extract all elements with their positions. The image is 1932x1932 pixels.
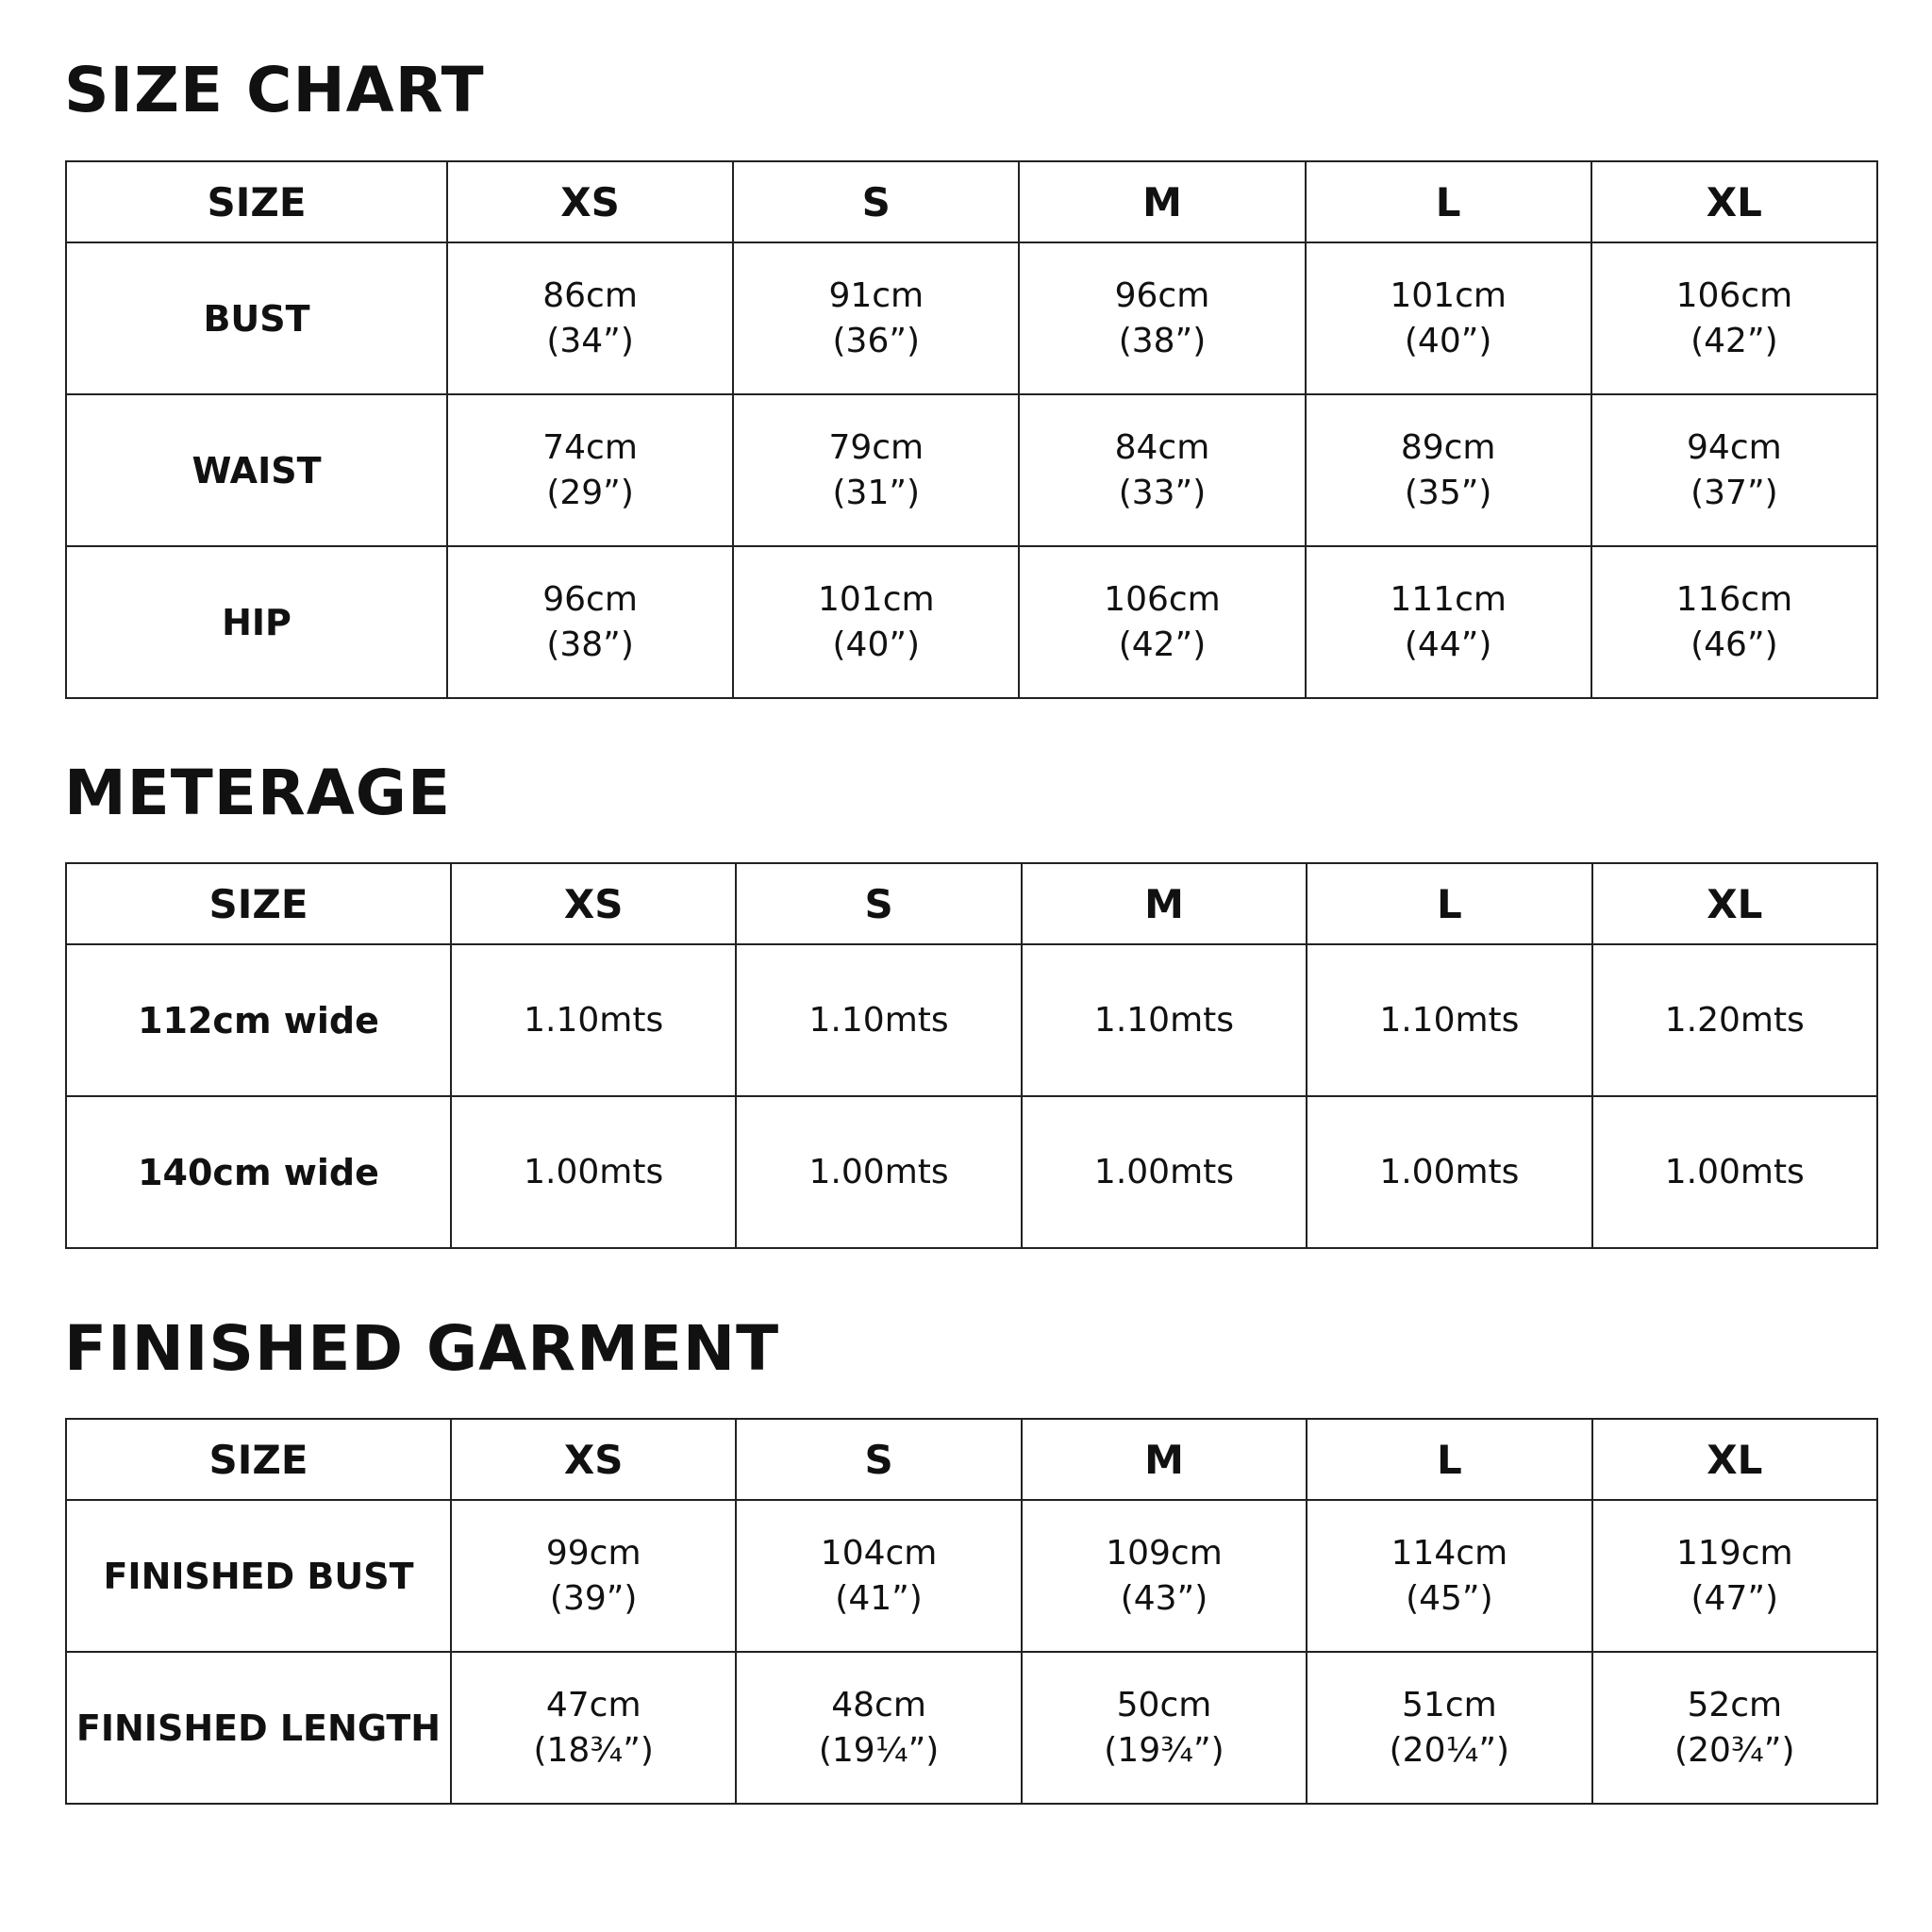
table-row xyxy=(66,1500,1877,1652)
header-cell: SIZE xyxy=(66,863,451,944)
table-row xyxy=(66,944,1877,1096)
table-cell: 1.10mts xyxy=(736,944,1021,1096)
header-cell: L xyxy=(1307,1419,1591,1500)
row-label: FINISHED LENGTH xyxy=(66,1652,451,1804)
table-cell: 1.00mts xyxy=(736,1096,1021,1248)
header-cell: XL xyxy=(1592,1419,1877,1500)
meterage-table xyxy=(65,862,1878,1249)
table-cell: 106cm (42”) xyxy=(1591,242,1877,394)
header-cell: L xyxy=(1307,863,1591,944)
table-cell: 101cm (40”) xyxy=(1306,242,1591,394)
row-label: 112cm wide xyxy=(66,944,451,1096)
table-row xyxy=(66,242,1877,394)
header-cell: XL xyxy=(1592,863,1877,944)
finished-garment-table xyxy=(65,1418,1878,1805)
table-cell: 119cm (47”) xyxy=(1592,1500,1877,1652)
table-row xyxy=(66,1652,1877,1804)
table-cell: 114cm (45”) xyxy=(1307,1500,1591,1652)
header-cell: S xyxy=(733,161,1019,242)
meterage-header-row xyxy=(66,863,1877,944)
table-cell: 99cm (39”) xyxy=(451,1500,736,1652)
header-cell: XS xyxy=(451,863,736,944)
header-cell: XL xyxy=(1591,161,1877,242)
table-cell: 1.10mts xyxy=(451,944,736,1096)
row-label: BUST xyxy=(66,242,447,394)
row-label: FINISHED BUST xyxy=(66,1500,451,1652)
table-cell: 94cm (37”) xyxy=(1591,394,1877,546)
table-cell: 51cm (20¼”) xyxy=(1307,1652,1591,1804)
table-cell: 96cm (38”) xyxy=(447,546,733,698)
size-chart-header-row xyxy=(66,161,1877,242)
table-cell: 89cm (35”) xyxy=(1306,394,1591,546)
table-cell: 106cm (42”) xyxy=(1019,546,1305,698)
header-cell: S xyxy=(736,863,1021,944)
size-chart-title: SIZE CHART xyxy=(64,54,485,126)
table-cell: 1.00mts xyxy=(1592,1096,1877,1248)
row-label: WAIST xyxy=(66,394,447,546)
table-cell: 111cm (44”) xyxy=(1306,546,1591,698)
table-cell: 109cm (43”) xyxy=(1022,1500,1307,1652)
table-cell: 1.00mts xyxy=(1307,1096,1591,1248)
row-label: HIP xyxy=(66,546,447,698)
header-cell: SIZE xyxy=(66,1419,451,1500)
table-cell: 91cm (36”) xyxy=(733,242,1019,394)
header-cell: XS xyxy=(451,1419,736,1500)
table-cell: 48cm (19¼”) xyxy=(736,1652,1021,1804)
table-cell: 96cm (38”) xyxy=(1019,242,1305,394)
table-row xyxy=(66,546,1877,698)
header-cell: M xyxy=(1019,161,1305,242)
meterage-title: METERAGE xyxy=(64,757,452,829)
table-cell: 1.20mts xyxy=(1592,944,1877,1096)
table-cell: 86cm (34”) xyxy=(447,242,733,394)
table-cell: 101cm (40”) xyxy=(733,546,1019,698)
table-cell: 1.10mts xyxy=(1022,944,1307,1096)
table-row xyxy=(66,394,1877,546)
table-cell: 79cm (31”) xyxy=(733,394,1019,546)
table-cell: 104cm (41”) xyxy=(736,1500,1021,1652)
table-cell: 74cm (29”) xyxy=(447,394,733,546)
finished-garment-title: FINISHED GARMENT xyxy=(64,1312,780,1385)
header-cell: S xyxy=(736,1419,1021,1500)
table-cell: 1.00mts xyxy=(1022,1096,1307,1248)
header-cell: M xyxy=(1022,863,1307,944)
size-chart-table xyxy=(65,160,1878,699)
table-row xyxy=(66,1096,1877,1248)
finished-garment-header-row xyxy=(66,1419,1877,1500)
table-cell: 1.00mts xyxy=(451,1096,736,1248)
table-cell: 50cm (19¾”) xyxy=(1022,1652,1307,1804)
table-cell: 47cm (18¾”) xyxy=(451,1652,736,1804)
header-cell: L xyxy=(1306,161,1591,242)
table-cell: 52cm (20¾”) xyxy=(1592,1652,1877,1804)
header-cell: SIZE xyxy=(66,161,447,242)
table-cell: 116cm (46”) xyxy=(1591,546,1877,698)
header-cell: M xyxy=(1022,1419,1307,1500)
header-cell: XS xyxy=(447,161,733,242)
table-cell: 1.10mts xyxy=(1307,944,1591,1096)
table-cell: 84cm (33”) xyxy=(1019,394,1305,546)
row-label: 140cm wide xyxy=(66,1096,451,1248)
